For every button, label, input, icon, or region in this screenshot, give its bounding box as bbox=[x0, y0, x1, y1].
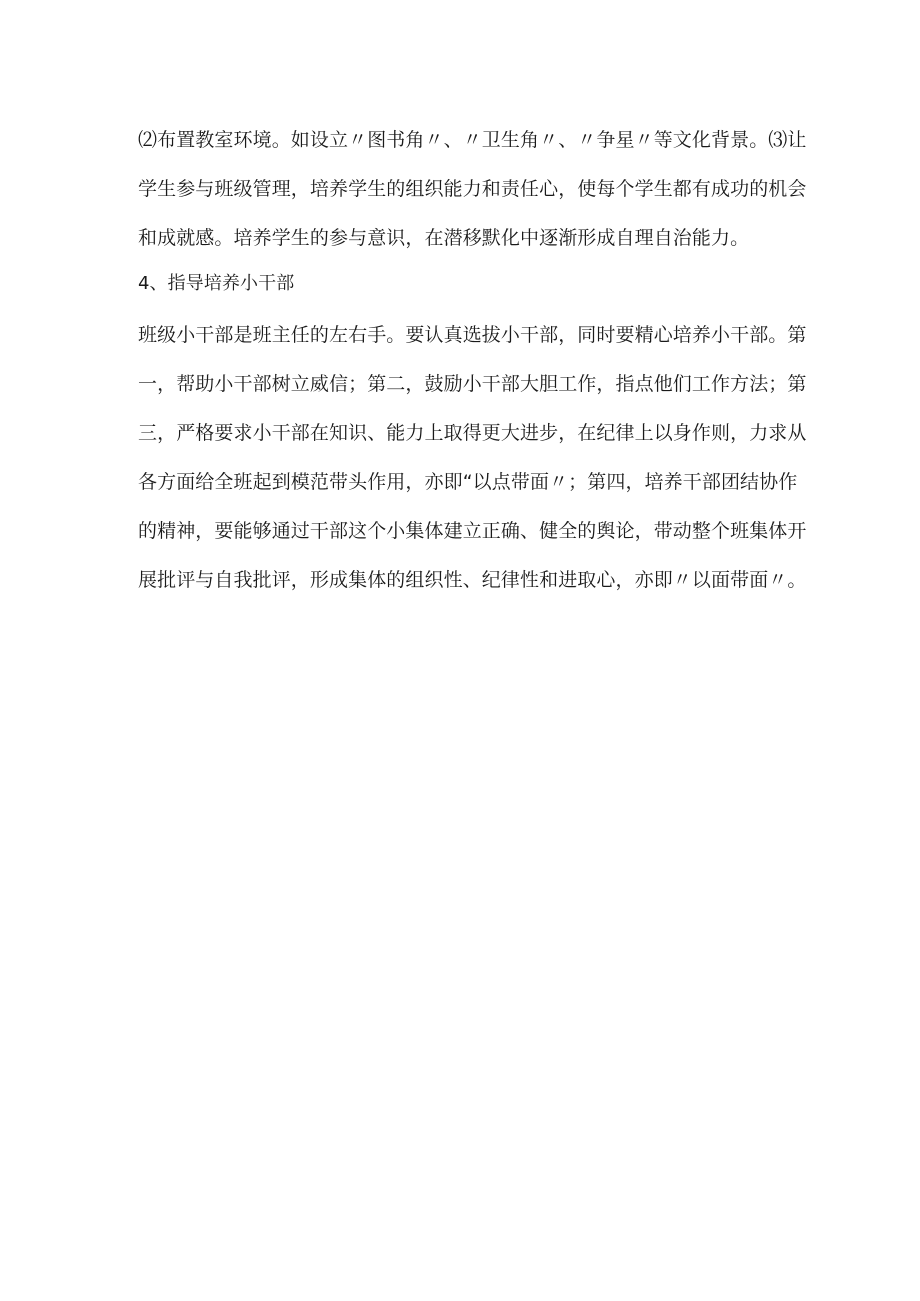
document-body bbox=[138, 116, 807, 605]
text-line: 各方面给全班起到模范带头作用，亦即“以点带面〃；第四，培养干部团结协作 bbox=[138, 471, 798, 493]
text-line: 一，帮助小干部树立威信；第二，鼓励小干部大胆工作，指点他们工作方法；第 bbox=[138, 373, 807, 395]
section-heading: 4、指导培养小干部 bbox=[138, 273, 295, 294]
paragraph-classroom-environment bbox=[138, 116, 807, 263]
paragraph-class-cadres bbox=[138, 311, 807, 605]
text-line: 学生参与班级管理，培养学生的组织能力和责任心，使每个学生都有成功的机会 bbox=[138, 178, 807, 200]
text-line: 班级小干部是班主任的左右手。要认真选拔小干部，同时要精心培养小干部。第 bbox=[138, 324, 807, 346]
text-line: 三，严格要求小干部在知识、能力上取得更大进步，在纪律上以身作则，力求从 bbox=[138, 422, 807, 444]
text-line: 和成就感。培养学生的参与意识，在潜移默化中逐渐形成自理自治能力。 bbox=[138, 227, 750, 249]
text-line: 的精神，要能够通过干部这个小集体建立正确、健全的舆论，带动整个班集体开 bbox=[138, 520, 807, 542]
text-line: ⑵布置教室环境。如设立〃图书角〃、〃卫生角〃、〃争星〃等文化背景。⑶让 bbox=[138, 129, 807, 151]
text-line: 展批评与自我批评，形成集体的组织性、纪律性和进取心，亦即〃以面带面〃。 bbox=[138, 569, 807, 591]
